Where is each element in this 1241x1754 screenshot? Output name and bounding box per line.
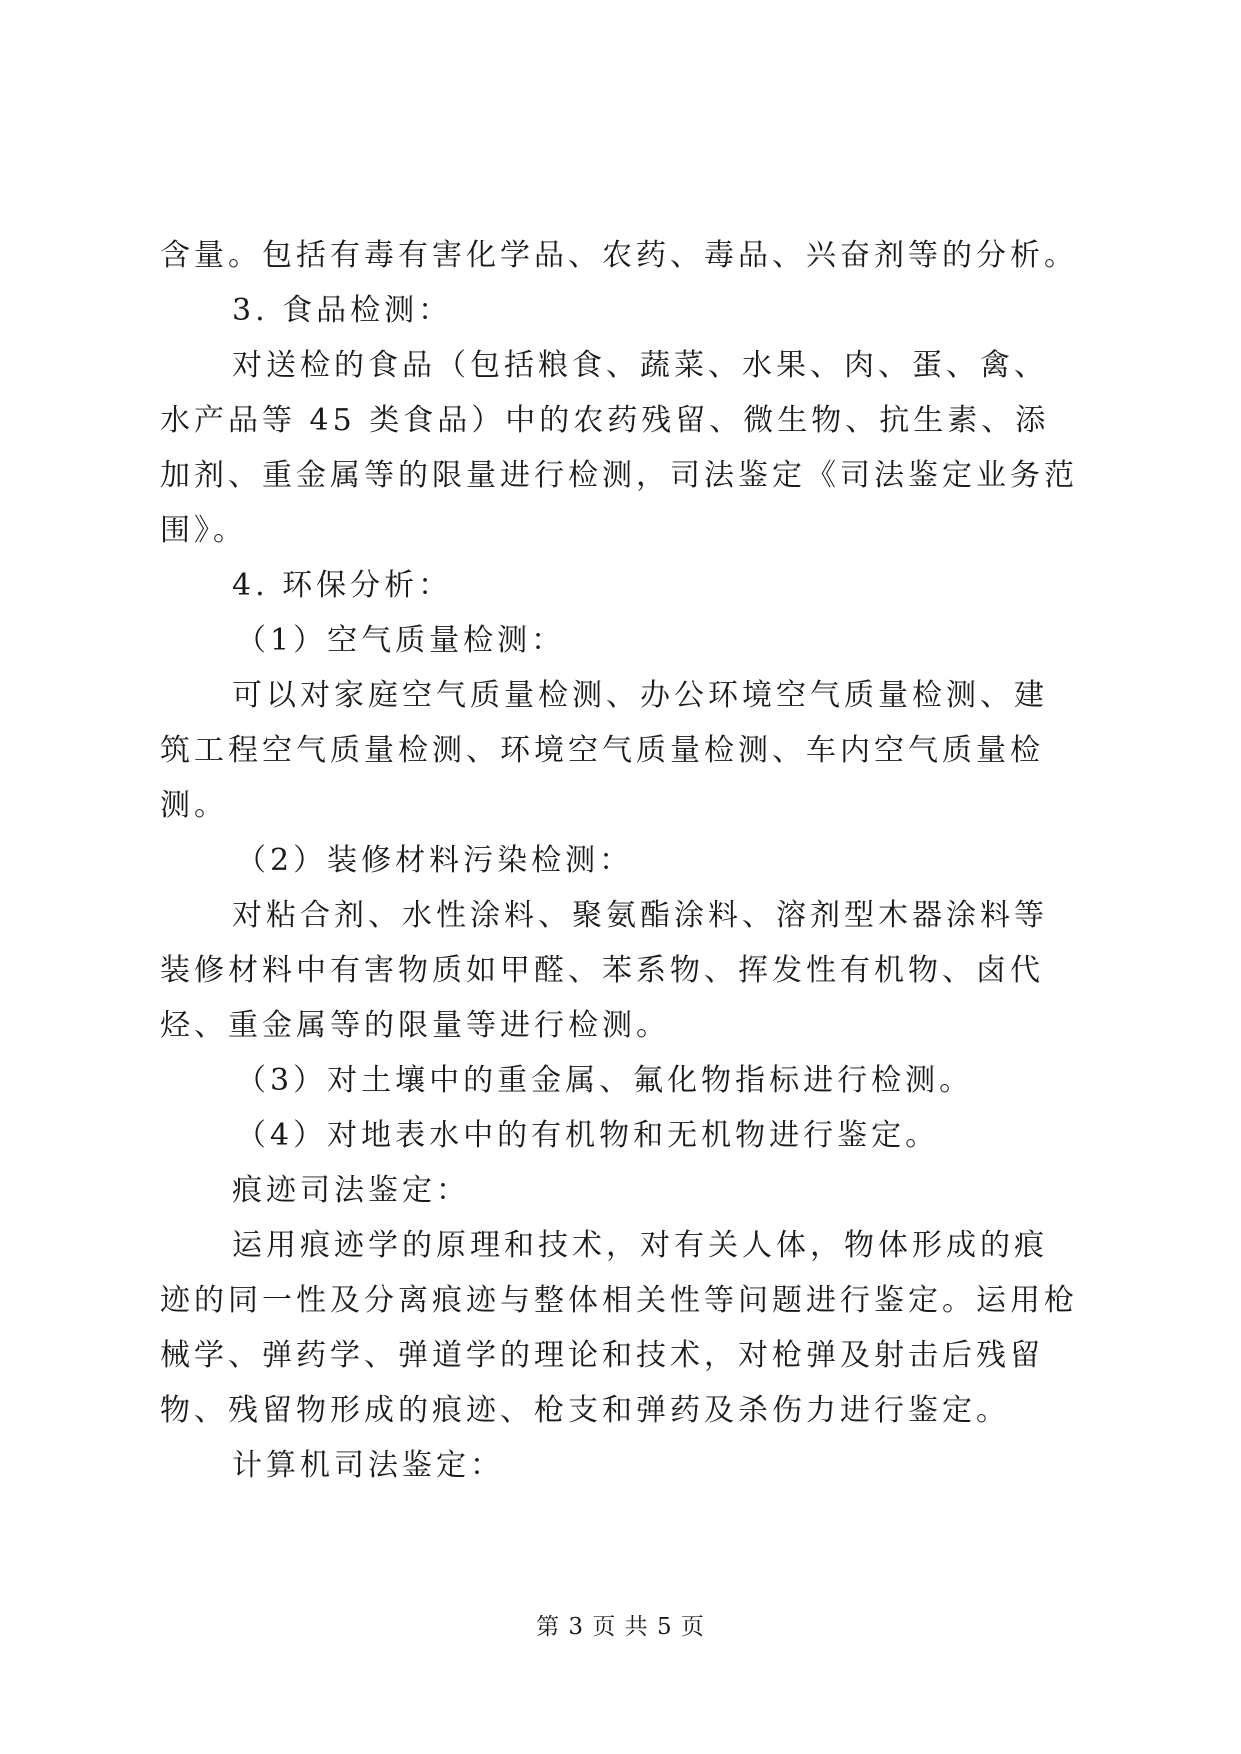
- subheading-air-quality: （1）空气质量检测：: [236, 623, 566, 658]
- item-soil-testing: （3）对土壤中的重金属、氟化物指标进行检测。: [236, 1063, 974, 1098]
- heading-computer-forensics: 计算机司法鉴定：: [232, 1448, 504, 1483]
- page-footer: 第 3 页 共 5 页: [536, 1614, 705, 1640]
- heading-trace-forensics: 痕迹司法鉴定：: [232, 1173, 470, 1208]
- document-body: [160, 228, 1080, 1493]
- heading-environmental-analysis: 4. 环保分析：: [232, 568, 453, 603]
- subheading-decoration-materials: （2）装修材料污染检测：: [236, 843, 634, 878]
- paragraph-trace-forensics: 运用痕迹学的原理和技术，对有关人体，物体形成的痕迹的同一性及分离痕迹与整体相关性等问题进行鉴定。运用枪械学、弹药学、弹道学的理论和技术，对枪弹及射击后残留物、残留物形成的痕迹、枪支和弹药及杀伤力进行鉴定。: [160, 1228, 1078, 1428]
- paragraph-decoration-materials: 对粘合剂、水性涂料、聚氨酯涂料、溶剂型木器涂料等装修材料中有害物质如甲醛、苯系物、挥发性有机物、卤代烃、重金属等的限量等进行检测。: [160, 898, 1048, 1043]
- heading-food-testing: 3. 食品检测：: [232, 293, 453, 328]
- item-surface-water: （4）对地表水中的有机物和无机物进行鉴定。: [236, 1118, 940, 1153]
- paragraph-air-quality: 可以对家庭空气质量检测、办公环境空气质量检测、建筑工程空气质量检测、环境空气质量检测、车内空气质量检测。: [160, 678, 1048, 823]
- paragraph-continuation: 含量。包括有毒有害化学品、农药、毒品、兴奋剂等的分析。: [160, 238, 1078, 273]
- paragraph-food-testing: 对送检的食品（包括粮食、蔬菜、水果、肉、蛋、禽、水产品等 45 类食品）中的农药残留、微生物、抗生素、添加剂、重金属等的限量进行检测，司法鉴定《司法鉴定业务范围》。: [160, 348, 1078, 548]
